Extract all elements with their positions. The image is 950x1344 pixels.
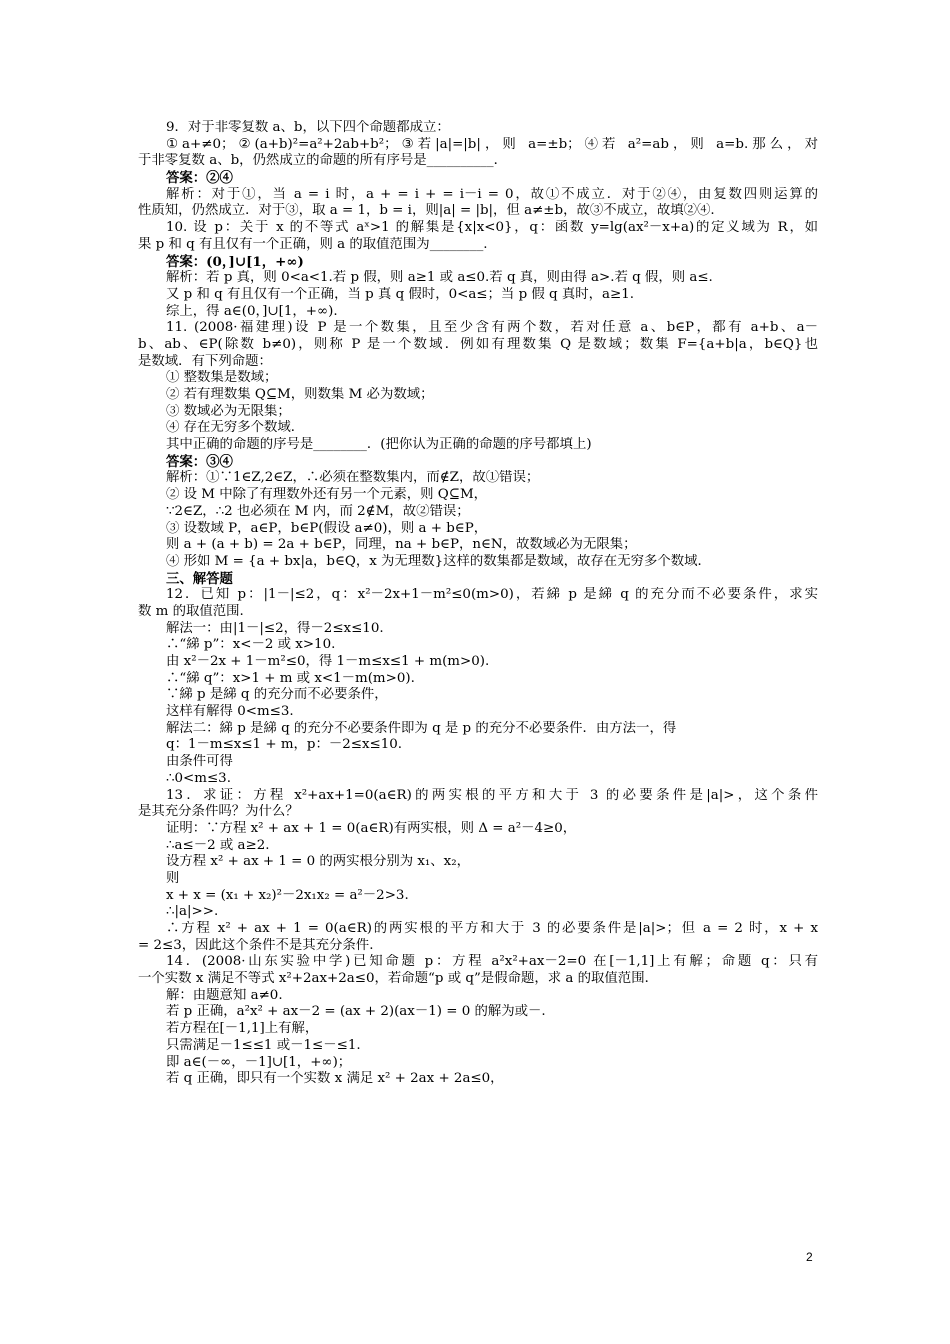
document-body [138, 120, 818, 1088]
text-line: 12．已知 p：|1－|≤2，q：x²－2x+1－m²≤0(m>0)，若綈 p 是綈 q 的充分而不必要条件，求实 [166, 587, 818, 603]
text-line: ∴|a|>>. [166, 904, 219, 920]
text-line: 是其充分条件吗？为什么？ [138, 804, 299, 820]
text-line: 若 p 正确，a²x² + ax－2 = (ax + 2)(ax－1) = 0 的解为或－. [166, 1004, 546, 1020]
text-line: 一个实数 x 满足不等式 x²+2ax+2a≤0，若命题“p 或 q”是假命题，求 a 的取值范围． [138, 971, 658, 987]
text-line: ①a+≠0；②(a+b)²=a²+2ab+b²；③若|a|=|b|，则 a=±b；④若 a²=ab，则 a=b.那么，对 [166, 136, 818, 152]
text-line: ② 设 M 中除了有理数外还有另一个元素，则 Q⊆M， [166, 487, 488, 503]
text-line: 于非零复数 a、b，仍然成立的命题的所有序号是__________． [138, 153, 507, 169]
text-line: 解法一：由|1－|≤2，得－2≤x≤10. [166, 620, 384, 636]
text-line: b、ab、∈P(除数 b≠0)，则称 P 是一个数域．例如有理数集 Q 是数域；数集 F={a+b|a，b∈Q}也 [138, 336, 818, 352]
text-line: 解法二：綈 p 是綈 q 的充分不必要条件即为 q 是 p 的充分不必要条件．由方法一，得 [166, 720, 677, 736]
text-line: 则 [166, 870, 180, 886]
text-line: ∴“綈 q”：x>1 + m 或 x<1－m(m>0). [166, 670, 415, 686]
text-line: ① 整数集是数域； [166, 370, 278, 386]
text-line: ③ 数域必为无限集； [166, 403, 291, 419]
text-line: 数 m 的取值范围. [138, 603, 244, 619]
text-line: 性质知，仍然成立．对于③，取 a = 1，b = i，则|a| = |b|，但 a≠±b，故③不成立，故填②④. [138, 203, 715, 219]
text-line: ② 若有理数集 Q⊆M，则数集 M 必为数域； [166, 387, 434, 402]
text-line: ∴“綈 p”：x<－2 或 x>10. [166, 637, 336, 653]
text-line: 解析：①∵1∈Z,2∈Z，∴必须在整数集内，而∉Z，故①错误； [166, 470, 540, 486]
text-line: 则 a + (a + b) = 2a + b∈P，同理，na + b∈P，n∈N，故数域必为无限集； [166, 537, 637, 553]
text-line: 这样有解得 0<m≤3. [166, 704, 294, 720]
text-line: 若 q 正确，即只有一个实数 x 满足 x² + 2ax + 2a≤0， [166, 1071, 504, 1087]
text-line: 由 x²－2x + 1－m²≤0，得 1－m≤x≤1 + m(m>0). [166, 654, 490, 669]
text-line: 9．对于非零复数 a、b，以下四个命题都成立： [166, 120, 450, 135]
text-line: 解析：对于①，当 a = i 时，a + = i + = i－i = 0，故①不成立．对于②④，由复数四则运算的 [166, 186, 818, 202]
text-line: 若方程在[－1,1]上有解， [166, 1021, 319, 1037]
page-number: 2 [806, 1250, 813, 1264]
text-line: ∴a≤－2 或 a≥2. [166, 837, 270, 853]
text-line: 证明：∵方程 x² + ax + 1 = 0(a∈R)有两实根，则 Δ = a²－4≥0， [166, 820, 577, 836]
text-line: 果 p 和 q 有且仅有一个正确，则 a 的取值范围为________. [138, 236, 488, 252]
text-line: ∵2∈Z，∴2 也必须在 M 内，而 2∉M，故②错误； [166, 503, 470, 519]
text-line: 是数域．有下列命题： [138, 353, 272, 369]
text-line: 只需满足－1≤≤1 或－1≤－≤1. [166, 1037, 361, 1053]
text-line: 设方程 x² + ax + 1 = 0 的两实根分别为 x₁、x₂， [166, 854, 470, 870]
text-line: 综上，得 a∈(0，]∪[1，+∞). [166, 303, 338, 319]
text-line: ④ 形如 M = {a + bx|a，b∈Q，x 为无理数}这样的数集都是数域，故存在无穷多个数域． [166, 553, 711, 569]
text-line: 10. 设 p：关于 x 的不等式 aˣ>1 的解集是{x|x<0}，q：函数 y=lg(ax²－x+a)的定义域为 R，如 [166, 220, 818, 236]
text-line: 13．求证：方程 x²+ax+1=0(a∈R)的两实根的平方和大于 3 的必要条件是|a|>，这个条件 [166, 787, 818, 803]
text-line: ∴方程 x² + ax + 1 = 0(a∈R)的两实根的平方和大于 3 的必要条件是|a|>；但 a = 2 时，x + x [166, 921, 818, 936]
text-line: 三、解答题 [166, 570, 233, 587]
text-line: 14．(2008·山东实验中学)已知命题 p：方程 a²x²+ax－2=0 在[－1,1]上有解；命题 q：只有 [166, 954, 818, 970]
text-line: x + x = (x₁ + x₂)²－2x₁x₂ = a²－2>3. [166, 887, 409, 903]
text-line: ④ 存在无穷多个数域． [166, 420, 305, 436]
text-line: 11. (2008·福建理)设 P 是一个数集，且至少含有两个数，若对任意 a、b∈P，都有 a+b、a－ [166, 320, 818, 336]
text-line: ③ 设数域 P，a∈P，b∈P(假设 a≠0)，则 a + b∈P， [166, 520, 488, 536]
text-line: 其中正确的命题的序号是________．(把你认为正确的命题的序号都填上) [166, 437, 592, 453]
text-line: 答案：②④ [166, 170, 233, 187]
text-line: 答案：(0，]∪[1，+∞) [166, 253, 304, 270]
text-line: 答案：③④ [166, 453, 233, 470]
text-line: 由条件可得 [166, 754, 233, 770]
text-line: 即 a∈(－∞，－1]∪[1，+∞)； [166, 1054, 352, 1070]
text-line: q：1－m≤x≤1 + m，p：－2≤x≤10. [166, 737, 403, 753]
text-line: 解：由题意知 a≠0. [166, 987, 283, 1003]
text-line: 解析：若 p 真，则 0<a<1.若 p 假，则 a≥1 或 a≤0.若 q 真，则由得 a>.若 q 假，则 a≤. [166, 270, 713, 286]
text-line: ∴0<m≤3. [166, 770, 231, 786]
text-line: 又 p 和 q 有且仅有一个正确，当 p 真 q 假时，0<a≤；当 p 假 q 真时，a≥1. [166, 286, 635, 302]
text-line: ∵綈 p 是綈 q 的充分而不必要条件， [166, 687, 388, 703]
text-line: = 2≤3，因此这个条件不是其充分条件. [138, 937, 374, 953]
